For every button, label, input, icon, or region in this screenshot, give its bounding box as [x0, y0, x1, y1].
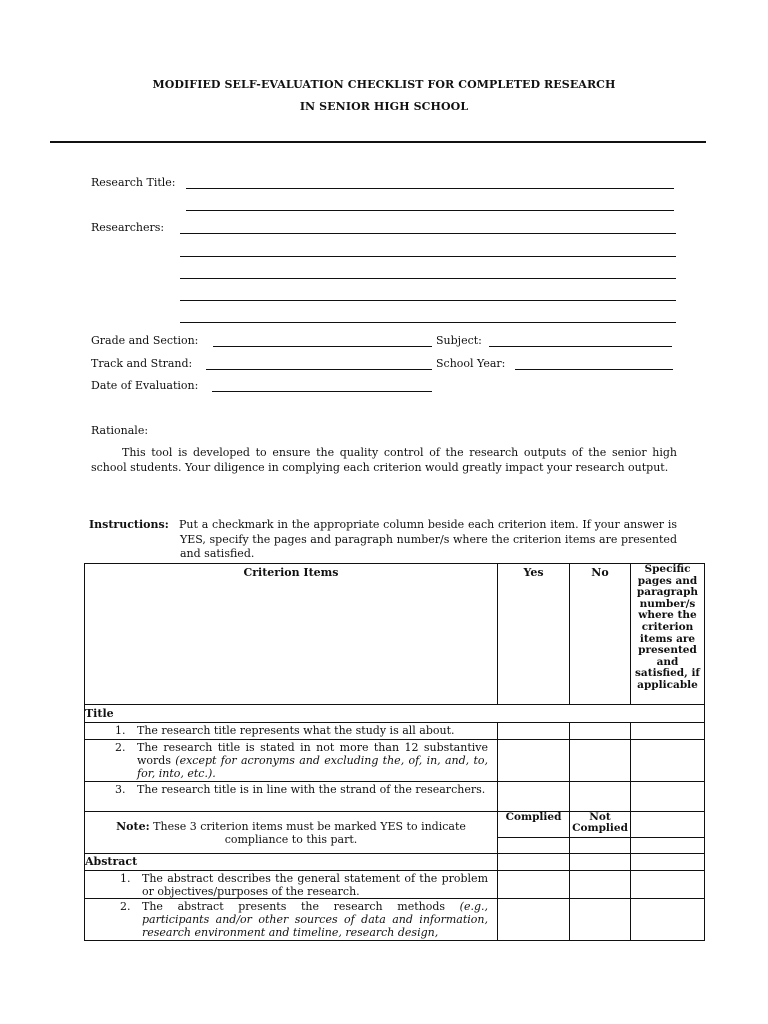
criterion-cell [85, 871, 498, 899]
table-row [85, 723, 705, 740]
research-title-line[interactable] [186, 210, 674, 211]
yes-cell[interactable] [498, 723, 570, 740]
not-complied-cell[interactable] [570, 838, 631, 854]
yes-header: Yes [498, 564, 570, 705]
researchers-line[interactable] [180, 233, 676, 234]
specific-cell[interactable] [631, 723, 705, 740]
complied-header: Complied [498, 812, 570, 838]
rationale-heading: Rationale: [91, 424, 149, 437]
item-number: 3. [115, 783, 126, 796]
table-header-row [85, 564, 705, 705]
abstract-section-row [85, 854, 705, 871]
document-title-line-2: IN SENIOR HIGH SCHOOL [299, 100, 469, 113]
rationale-text: This tool is developed to ensure the quality control of the research outputs of the senior high school students. Your diligence in complying each criterion would greatly impact your research output. [91, 446, 677, 474]
no-cell[interactable] [570, 854, 631, 871]
title-section-label: Title [85, 705, 705, 723]
researchers-line[interactable] [180, 322, 676, 323]
note-text: These 3 criterion items must be marked YES to indicate compliance to this part. [149, 819, 466, 846]
track-strand-line[interactable] [206, 369, 432, 370]
specific-cell[interactable] [631, 740, 705, 782]
item-text: The research title is stated in not more than 12 substantive words [137, 741, 488, 767]
grade-section-label: Grade and Section: [91, 334, 199, 347]
criterion-items-header: Criterion Items [85, 564, 498, 705]
subject-label: Subject: [436, 334, 482, 347]
document-title-line-1: MODIFIED SELF-EVALUATION CHECKLIST FOR COMPLETED RESEARCH [152, 78, 616, 91]
no-cell[interactable] [570, 782, 631, 812]
research-title-label: Research Title: [91, 176, 176, 189]
yes-cell[interactable] [498, 782, 570, 812]
researchers-line[interactable] [180, 256, 676, 257]
note-row [85, 812, 705, 838]
criterion-cell [85, 740, 498, 782]
researchers-line[interactable] [180, 278, 676, 279]
criterion-cell [85, 899, 498, 941]
specific-pages-header: Specific pages and paragraph number/s where the criterion items are presented and satisfied, if applicable [631, 564, 705, 705]
header-divider [50, 141, 706, 143]
grade-section-line[interactable] [213, 346, 432, 347]
specific-cell[interactable] [631, 838, 705, 854]
item-number: 1. [120, 872, 131, 885]
specific-cell[interactable] [631, 854, 705, 871]
abstract-section-label: Abstract [85, 854, 498, 871]
yes-cell[interactable] [498, 740, 570, 782]
item-text: The abstract presents the research methods [142, 900, 460, 913]
yes-cell[interactable] [498, 899, 570, 941]
date-evaluation-line[interactable] [212, 391, 432, 392]
item-text: The research title represents what the study is all about. [137, 724, 455, 737]
school-year-label: School Year: [436, 357, 506, 370]
specific-cell[interactable] [631, 782, 705, 812]
item-text: The research title is in line with the strand of the researchers. [137, 783, 486, 796]
table-row [85, 782, 705, 812]
title-section-row [85, 705, 705, 723]
specific-cell[interactable] [631, 899, 705, 941]
research-title-line[interactable] [186, 188, 674, 189]
no-header: No [570, 564, 631, 705]
item-number: 1. [115, 724, 126, 737]
criterion-cell [85, 782, 498, 812]
note-label: Note: [116, 819, 150, 833]
item-italic-text: (e.g., participants and/or other sources of data and information, research environment and timeline, research design, [142, 900, 488, 939]
complied-cell[interactable] [498, 838, 570, 854]
criterion-checklist-table [84, 563, 705, 941]
subject-line[interactable] [489, 346, 672, 347]
table-row [85, 871, 705, 899]
track-strand-label: Track and Strand: [91, 357, 193, 370]
instructions-label: Instructions: [89, 518, 169, 531]
not-complied-header: Not Complied [570, 812, 631, 838]
specific-cell[interactable] [631, 812, 705, 838]
yes-cell[interactable] [498, 854, 570, 871]
table-row [85, 899, 705, 941]
criterion-cell [85, 723, 498, 740]
no-cell[interactable] [570, 871, 631, 899]
researchers-line[interactable] [180, 300, 676, 301]
school-year-line[interactable] [515, 369, 673, 370]
instructions-text: Put a checkmark in the appropriate column beside each criterion item. If your answer is YES, specify the pages and paragraph number/s where the criterion items are presented and satisfied. [179, 518, 677, 560]
item-number: 2. [115, 741, 126, 754]
no-cell[interactable] [570, 899, 631, 941]
item-number: 2. [120, 900, 131, 913]
item-italic-text: (except for acronyms and excluding the, of, in, and, to, for, into, etc.). [137, 754, 488, 780]
researchers-label: Researchers: [91, 221, 165, 234]
yes-cell[interactable] [498, 871, 570, 899]
no-cell[interactable] [570, 723, 631, 740]
item-text: The abstract describes the general statement of the problem or objectives/purposes of the research. [142, 872, 488, 898]
table-row [85, 740, 705, 782]
date-evaluation-label: Date of Evaluation: [91, 379, 199, 392]
specific-cell[interactable] [631, 871, 705, 899]
no-cell[interactable] [570, 740, 631, 782]
note-cell [85, 812, 498, 854]
